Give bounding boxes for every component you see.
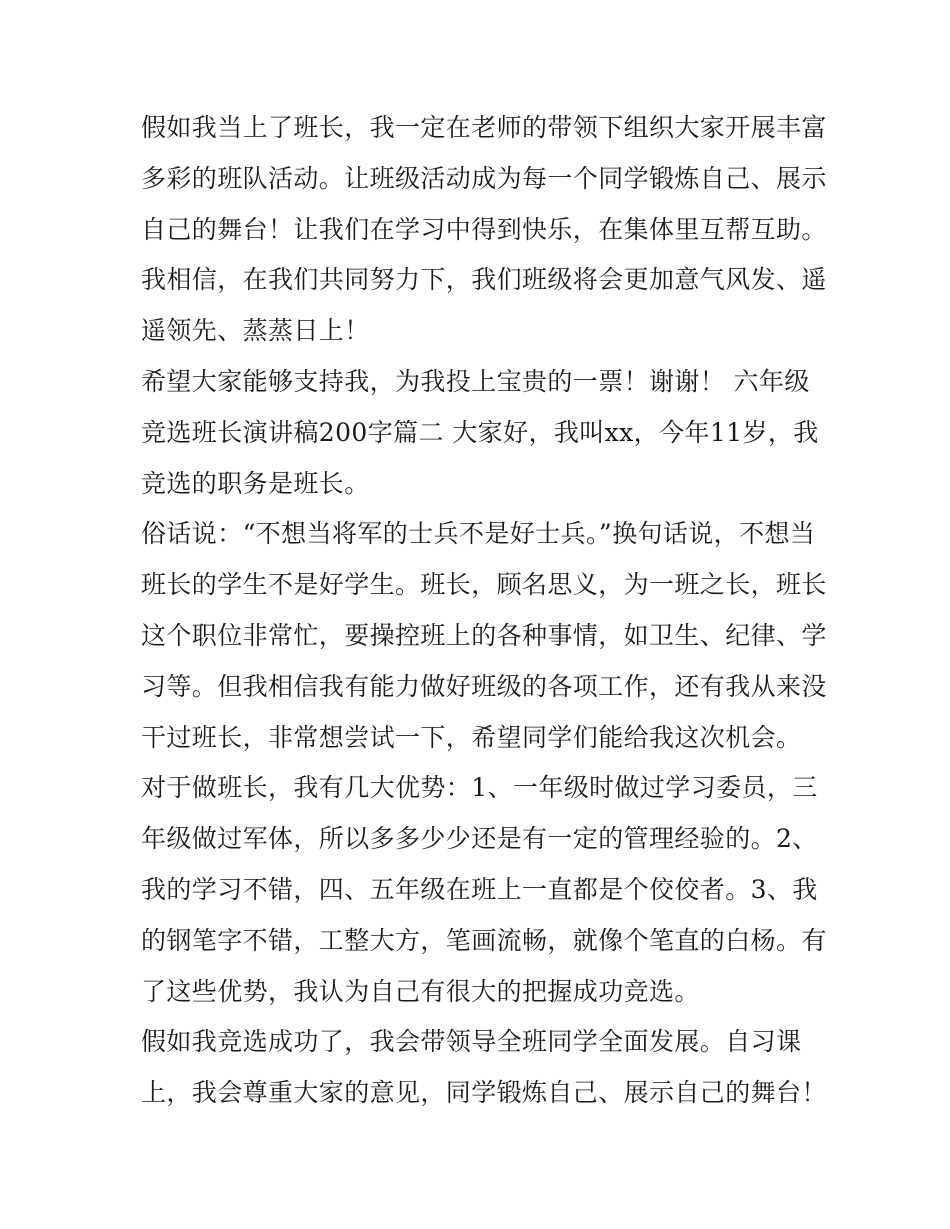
text-line: 的钢笔字不错，工整大方，笔画流畅，就像个笔直的白杨。有 <box>141 925 827 955</box>
text-line: 班长的学生不是好学生。班长，顾名思义，为一班之长，班长 <box>141 570 827 600</box>
text-line: 多彩的班队活动。让班级活动成为每一个同学锻炼自己、展示 <box>141 163 827 193</box>
text-line: 假如我竞选成功了，我会带领导全班同学全面发展。自习课 <box>141 1027 802 1057</box>
text-line: 我的学习不错，四、五年级在班上一直都是个佼佼者。3、我 <box>141 874 818 904</box>
text-line: 干过班长，非常想尝试一下，希望同学们能给我这次机会。 <box>141 722 802 752</box>
text-line: 遥领先、蒸蒸日上！ <box>141 316 370 346</box>
text-line: 竞选班长演讲稿200字篇二 大家好，我叫xx，今年11岁，我 <box>141 417 819 447</box>
body-text <box>141 103 827 1119</box>
text-line: 假如我当上了班长，我一定在老师的带领下组织大家开展丰富 <box>141 113 827 142</box>
text-line: 这个职位非常忙，要操控班上的各种事情，如卫生、纪律、学 <box>141 620 827 650</box>
text-line: 俗话说：“不想当将军的士兵不是好士兵。”换句话说，不想当 <box>141 519 816 549</box>
text-line: 上，我会尊重大家的意见，同学锻炼自己、展示自己的舞台！ <box>141 1078 827 1108</box>
text-line: 竞选的职务是班长。 <box>141 468 370 498</box>
text-line: 了这些优势，我认为自己有很大的把握成功竞选。 <box>141 976 700 1006</box>
text-line: 习等。但我相信我有能力做好班级的各项工作，还有我从来没 <box>141 671 827 701</box>
text-line: 我相信，在我们共同努力下，我们班级将会更加意气风发、遥 <box>141 265 827 295</box>
text-line: 自己的舞台！让我们在学习中得到快乐，在集体里互帮互助。 <box>141 214 827 244</box>
text-line: 希望大家能够支持我，为我投上宝贵的一票！谢谢！ 六年级 <box>141 366 810 396</box>
text-line: 对于做班长，我有几大优势：1、一年级时做过学习委员，三 <box>141 773 818 803</box>
text-line: 年级做过军体，所以多多少少还是有一定的管理经验的。2、 <box>141 824 818 854</box>
